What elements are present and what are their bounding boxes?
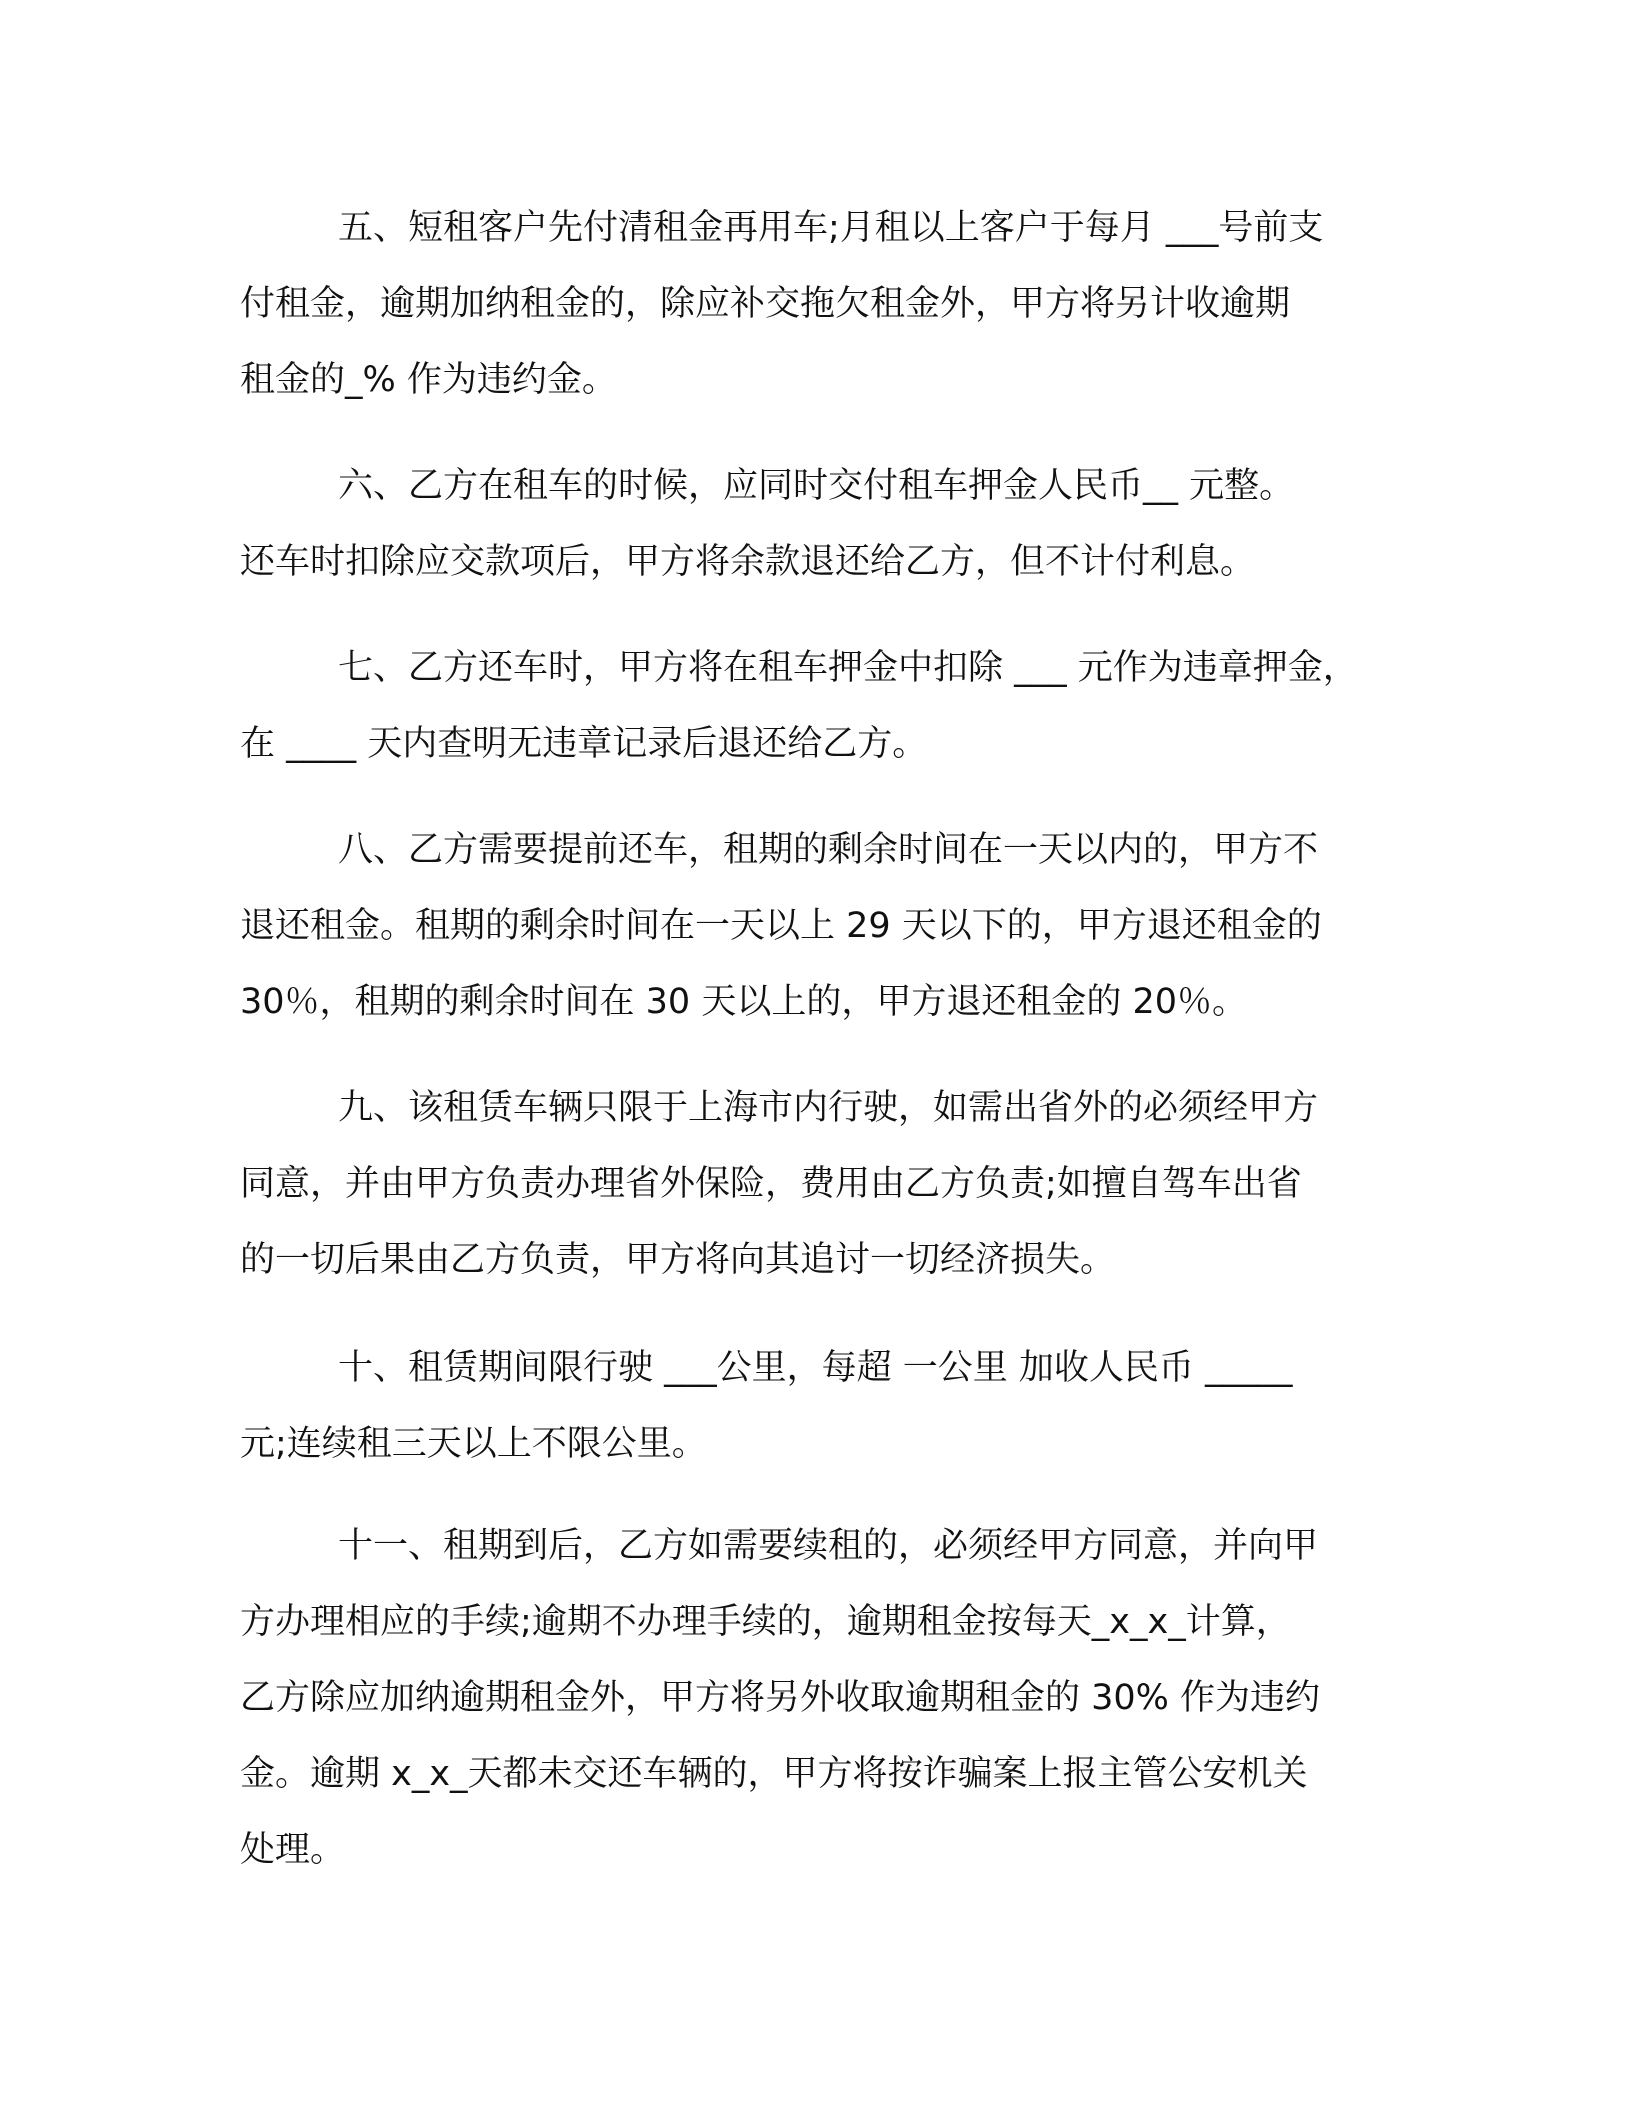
clause-line: 六、乙方在租车的时候，应同时交付租车押金人民币__ 元整。: [338, 466, 1295, 506]
clause-line: 乙方除应加纳逾期租金外，甲方将另外收取逾期租金的 30% 作为违约: [240, 1678, 1321, 1718]
clause-5: [240, 190, 1323, 418]
clause-line: 30％，租期的剩余时间在 30 天以上的，甲方退还租金的 20％。: [240, 982, 1247, 1022]
clause-10: [240, 1330, 1293, 1482]
clause-line: 十、租赁期间限行驶 ___公里，每超 一公里 加收人民币 _____: [338, 1348, 1293, 1388]
clause-line: 元;连续租三天以上不限公里。: [240, 1424, 707, 1464]
clause-line: 同意，并由甲方负责办理省外保险，费用由乙方负责;如擅自驾车出省: [240, 1164, 1302, 1204]
clause-line: 处理。: [240, 1830, 346, 1870]
clause-line: 十一、租期到后，乙方如需要续租的，必须经甲方同意，并向甲: [338, 1526, 1319, 1566]
clause-line: 付租金，逾期加纳租金的，除应补交拖欠租金外，甲方将另计收逾期: [240, 284, 1291, 324]
clause-line: 金。逾期 x_x_天都未交还车辆的，甲方将按诈骗案上报主管公安机关: [240, 1754, 1308, 1794]
clause-6: [240, 448, 1294, 600]
clause-line: 方办理相应的手续;逾期不办理手续的，逾期租金按每天_x_x_计算，: [240, 1602, 1291, 1642]
clause-line: 在 ____ 天内查明无违章记录后退还给乙方。: [240, 724, 928, 764]
clause-9: [240, 1070, 1318, 1298]
clause-line: 退还租金。租期的剩余时间在一天以上 29 天以下的，甲方退还租金的: [240, 906, 1322, 946]
clause-line: 租金的_% 作为违约金。: [240, 360, 617, 400]
clause-line: 还车时扣除应交款项后，甲方将余款退还给乙方，但不计付利息。: [240, 542, 1256, 582]
clause-line: 五、短租客户先付清租金再用车;月租以上客户于每月 ___号前支: [338, 208, 1324, 248]
clause-line: 八、乙方需要提前还车，租期的剩余时间在一天以内的，甲方不: [338, 830, 1319, 870]
clause-line: 的一切后果由乙方负责，甲方将向其追讨一切经济损失。: [240, 1240, 1116, 1280]
clause-11: [240, 1508, 1320, 1888]
clause-8: [240, 812, 1322, 1040]
clause-line: 九、该租赁车辆只限于上海市内行驶，如需出省外的必须经甲方: [338, 1088, 1319, 1128]
clause-7: [240, 630, 1358, 782]
clause-line: 七、乙方还车时，甲方将在租车押金中扣除 ___ 元作为违章押金，: [338, 648, 1358, 688]
